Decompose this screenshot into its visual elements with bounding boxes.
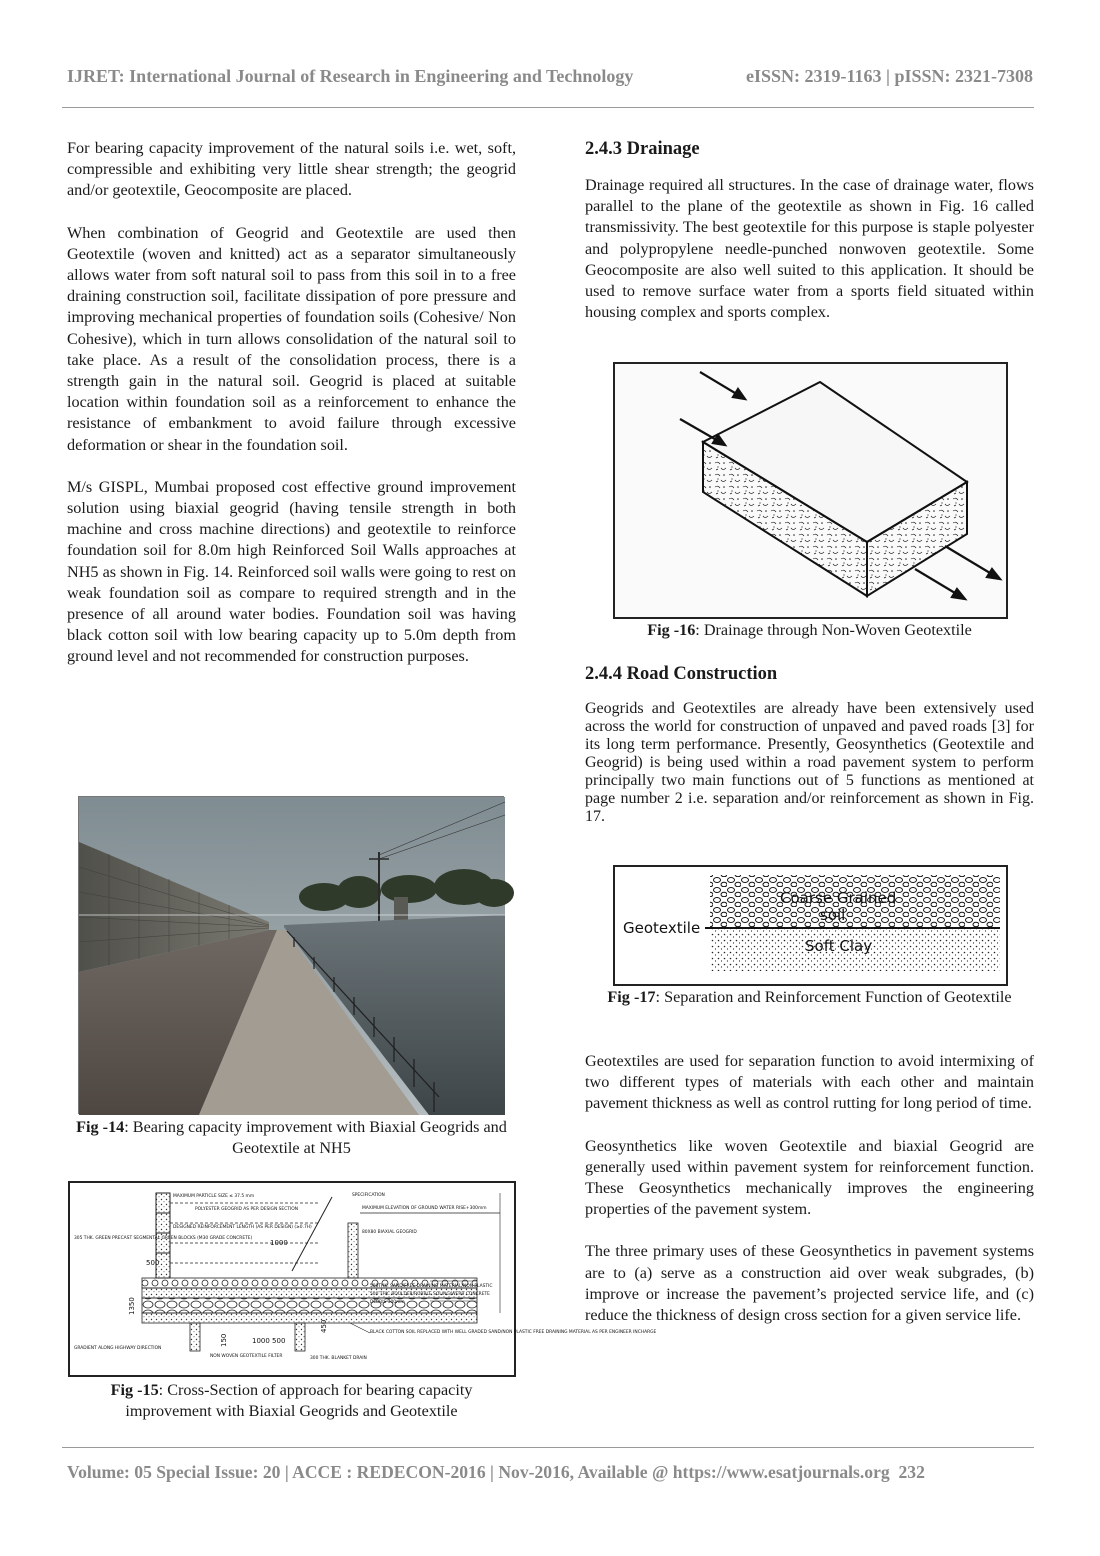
label-spec: SPECIFICATION	[352, 1193, 385, 1198]
journal-title: IJRET: International Journal of Research in Engineering and Technology	[67, 66, 634, 86]
fig16-caption	[585, 620, 1034, 641]
paragraph: Geogrids and Geotextiles are already have been extensively used across the world for construction of unpaved and paved roads [3] for its long term performance. Presently, Geosynthetics (Geotextile and Geogrid) is being used within a road pavement system to perform principally two main functions out of 5 functions as mentioned at page number 2 i.e. separation and/or reinforcement as shown in Fig. 17.	[585, 700, 1034, 825]
label-polyester: POLYESTER GEOGRID AS PER DESIGN SECTION	[195, 1207, 298, 1212]
section-heading-drainage: 2.4.3 Drainage	[585, 139, 700, 159]
label-debris: DEBRIS 300mm	[370, 1300, 405, 1305]
fig15-label: Fig -15	[110, 1381, 159, 1399]
fig14-caption-text: : Bearing capacity improvement with Biaxial Geogrids and Geotextile at NH5	[124, 1118, 507, 1158]
right-column-bottom	[585, 1051, 1034, 1326]
page-number: 232	[898, 1462, 925, 1482]
label-biaxial: 80X80 BIAXIAL GEOGRID	[362, 1230, 417, 1235]
label-max-particle: MAXIMUM PARTICLE SIZE ≤ 37.5 mm	[173, 1194, 255, 1199]
dim-1000-top: 1000	[270, 1239, 288, 1247]
footer-rule	[62, 1447, 1034, 1448]
label-soft-clay: Soft Clay	[805, 937, 873, 955]
label-max-elev: MAXIMUM ELEVATION OF GROUND WATER RISE+300mm	[362, 1206, 487, 1211]
left-column	[67, 138, 516, 668]
fig14-label: Fig -14	[76, 1118, 125, 1136]
separation-drawing	[615, 867, 1006, 984]
fig14-caption	[67, 1117, 516, 1159]
label-black-cotton: BLACK COTTON SOIL REPLACED WITH WELL GRADED SAND/NON PLASTIC FREE DRAINING MATERIAL AS PER ENGINEER INCHARGE	[370, 1330, 657, 1335]
label-gradient: GRADIENT ALONG HIGHWAY DIRECTION	[74, 1346, 162, 1351]
fig17-label: Fig -17	[607, 988, 656, 1006]
dim-1000-500: 1000 500	[252, 1337, 286, 1345]
label-reinf-length: DESIGNED REINFORCEMENT LENGTH (AS PER DESIGN) (≥0.7H)	[173, 1225, 312, 1230]
paragraph: Drainage required all structures. In the case of drainage water, flows parallel to the plane of the geotextile as shown in Fig. 16 called transmissivity. The best geotextile for this purpose is staple polyester and polypropylene needle-punched nonwoven geotextile. Some Geocomposite are also well suited to this application. It should be used to remove surface water from a sports field situated within housing complex and sports complex.	[585, 176, 1034, 322]
section-road-construction	[585, 662, 1034, 826]
label-sand-fill: 500THK. SAND/FREE DRAINING MATERIAL/NON PLASTIC	[370, 1284, 493, 1289]
paragraph: When combination of Geogrid and Geotextile are used then Geotextile (woven and knitted) act as a separator simultaneously allows water from soft natural soil to pass from this soil in to a free draining construction soil, facilitate dissipation of pore pressure and improving mechanical properties of foundation soils (Cohesive/ Non Cohesive), which in turn allows consolidation of the natural soil to take place. As a result of the consolidation process, there is a strength gain in the natural soil. Geogrid is placed at suitable location within foundation soil as a reinforcement to enhance the resistance of embankment to avoid failure through excessive deformation or shear in the foundation soil.	[67, 223, 516, 454]
label-soil: soil	[820, 906, 846, 924]
road-embankment-photo	[79, 797, 505, 1115]
label-geotextile: Geotextile	[623, 919, 701, 937]
fig14-photo	[78, 796, 504, 1114]
cross-section-drawing	[70, 1183, 657, 1375]
fig16-label: Fig -16	[647, 621, 696, 639]
dim-1350: 1350	[128, 1297, 136, 1315]
running-footer	[67, 1462, 1033, 1483]
paragraph: Geosynthetics like woven Geotextile and biaxial Geogrid are generally used within pavement system for reinforcement function. These Geosynthetics mechanically improves the engineering properties of the pavement system.	[585, 1136, 1034, 1219]
fig15-caption-text: : Cross-Section of approach for bearing capacity improvement with Biaxial Geogrids and Geotextile	[125, 1381, 473, 1421]
dim-150: 150	[220, 1333, 228, 1347]
fig17-caption-text: : Separation and Reinforcement Function of Geotextile	[655, 988, 1012, 1006]
label-coarse-grained: Coarse Grained	[780, 889, 897, 907]
dim-450: 450	[320, 1319, 328, 1333]
label-blanket: 300 THK. BLANKET DRAIN	[310, 1356, 367, 1361]
dim-500: 500	[146, 1259, 160, 1267]
fig15-caption	[67, 1380, 516, 1422]
paragraph: The three primary uses of these Geosynthetics in pavement systems are to (a) serve as a construction aid over weak subgrades, (b) improve or increase the pavement’s projected service life, and (c) reduce the thickness of design cross section for a given service life.	[585, 1242, 1034, 1325]
issn-info: eISSN: 2319-1163 | pISSN: 2321-7308	[746, 66, 1033, 86]
paragraph: For bearing capacity improvement of the natural soils i.e. wet, soft, compressible and exhibiting very little shear strength; the geogrid and/or geotextile, Geocomposite are placed.	[67, 139, 516, 200]
label-nonwoven: NON WOVEN GEOTEXTILE FILTER	[210, 1354, 283, 1359]
fig16-drawing	[613, 362, 1008, 619]
paragraph: M/s GISPL, Mumbai proposed cost effective ground improvement solution using biaxial geogrid (having tensile strength in both machine and cross machine directions) and geotextile to reinforce foundation soil for 8.0m high Reinforced Soil Walls approaches at NH5 as shown in Fig. 14. Reinforced soil walls were going to rest on weak foundation soil as compare to required strength and in the presence of all around water bodies. Foundation soil was having black cotton soil with low bearing capacity up to 5.0m depth from ground level and not recommended for construction purposes.	[67, 477, 516, 666]
footer-text: Volume: 05 Special Issue: 20 | ACCE : REDECON-2016 | Nov-2016, Available @ https://www.esatjournals.org	[67, 1462, 890, 1482]
geotextile-block-drawing	[615, 364, 1006, 617]
label-facia: 305 THK. GREEN PRECAST SEGMENTAL GREEN BLOCKS (M30 GRADE CONCRETE)	[74, 1236, 253, 1241]
header-rule	[62, 107, 1034, 108]
fig15-drawing	[68, 1181, 657, 1377]
fig17-caption	[585, 987, 1034, 1008]
running-header	[67, 66, 1033, 96]
fig17-drawing	[613, 865, 1008, 986]
right-column-top	[585, 137, 1034, 323]
label-boulder: 500 THK. BOULDER/RUBBLE SOLING/WERB CONCRETE	[370, 1292, 490, 1297]
fig16-caption-text: : Drainage through Non-Woven Geotextile	[695, 621, 972, 639]
paragraph: Geotextiles are used for separation function to avoid intermixing of two different types of materials with each other and maintain pavement thickness as well as control rutting for long period of time.	[585, 1052, 1034, 1113]
section-heading-road: 2.4.4 Road Construction	[585, 664, 778, 684]
